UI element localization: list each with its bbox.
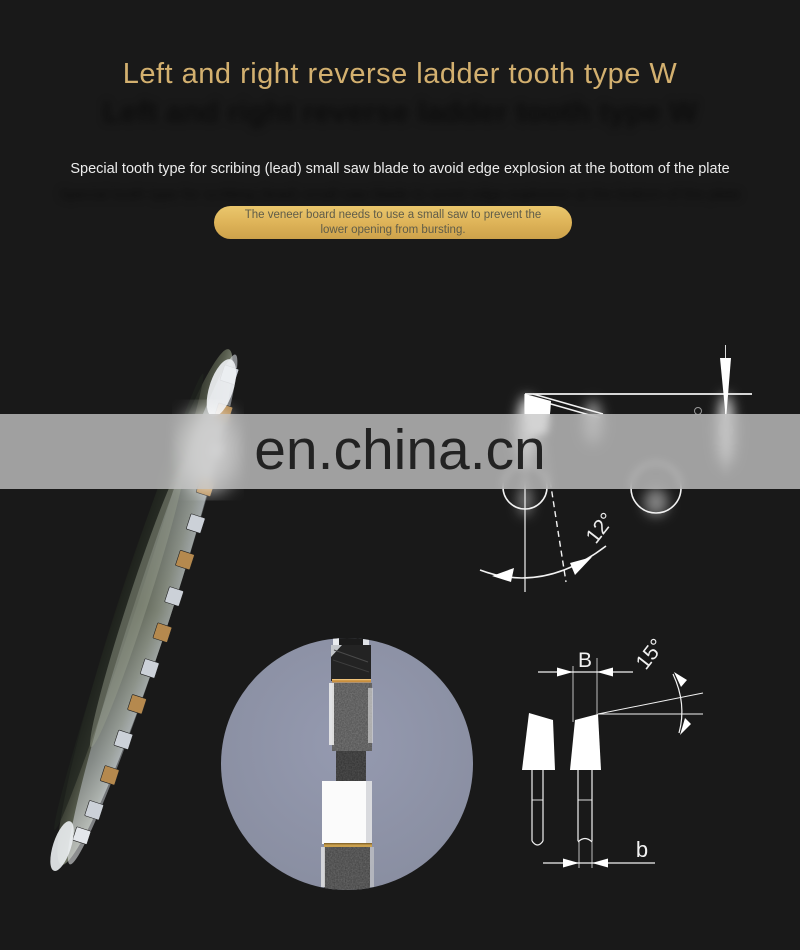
left-tooth-shape — [522, 713, 555, 770]
right-tooth-shape — [570, 714, 601, 770]
tooth-geometry-diagram — [490, 610, 800, 900]
subtitle: Special tooth type for scribing (lead) small saw blade to avoid edge explosion at the bottom of the plate — [70, 161, 730, 177]
tooth-width-label: B — [577, 649, 593, 672]
watermark-text: en.china.cn — [254, 418, 546, 482]
arc-arrow-left — [492, 568, 514, 582]
B-arrow-left — [557, 668, 573, 677]
watermark-band — [0, 414, 800, 489]
kerf-width-label: b — [635, 837, 649, 862]
bevel-angle-label: 15° — [631, 634, 670, 674]
page-title: Left and right reverse ladder tooth type W — [122, 58, 678, 90]
note-banner-line2: lower opening from bursting. — [320, 224, 466, 236]
b-arrow-left — [563, 859, 579, 868]
hook-angle-label: 12° — [581, 508, 620, 548]
B-arrow-right — [597, 668, 613, 677]
title-ghost-shadow: Left and right reverse ladder tooth type W — [102, 96, 698, 129]
arc-arrow-right — [570, 557, 592, 575]
subtitle-ghost-shadow: Special tooth type for scribing (lead) small saw blade to avoid edge explosion at the bottom of the plate — [58, 186, 742, 203]
b-arrow-right — [592, 859, 608, 868]
note-banner — [214, 206, 572, 239]
note-banner-line1: The veneer board needs to use a small saw to prevent the — [244, 209, 542, 221]
tooth-detail-circle — [210, 628, 490, 918]
